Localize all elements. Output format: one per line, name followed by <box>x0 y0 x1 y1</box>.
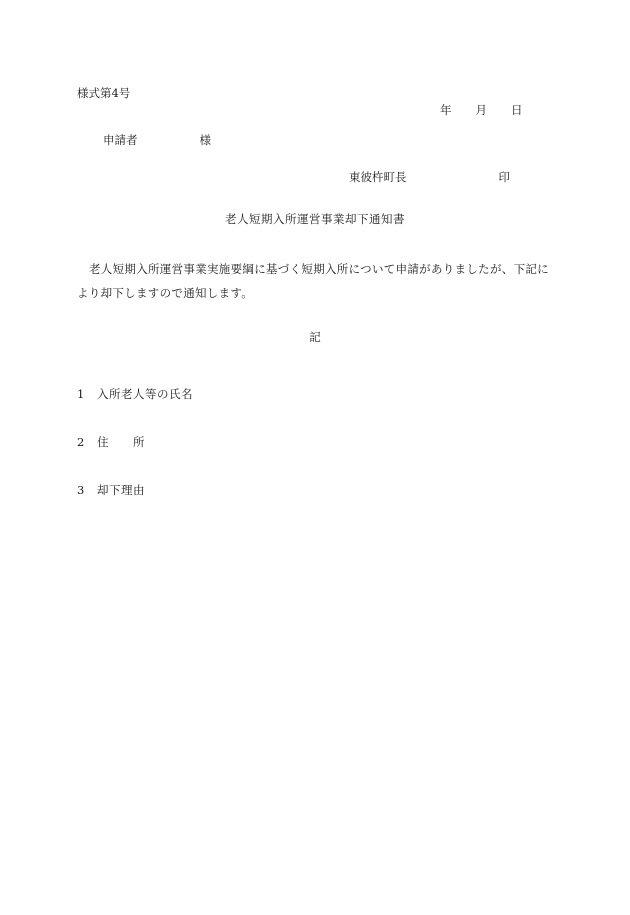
list-item <box>77 387 193 401</box>
applicant-label: 申請者 <box>103 133 138 147</box>
form-number: 様式第4号 <box>77 86 131 100</box>
item-number: 2 <box>77 435 85 449</box>
date-day-label: 日 <box>511 103 523 117</box>
item-label: 入所老人等の氏名 <box>97 387 193 401</box>
list-item <box>77 483 145 497</box>
applicant-line <box>103 133 211 147</box>
seal-mark: 印 <box>498 170 510 184</box>
item-label: 住 所 <box>97 435 145 449</box>
ki-heading: 記 <box>309 330 321 344</box>
date-year-label: 年 <box>440 103 452 117</box>
date-month-label: 月 <box>475 103 487 117</box>
body-text: 老人短期入所運営事業実施要綱に基づく短期入所について申請がありましたが、下記により却下しますので通知します。 <box>77 262 549 300</box>
issuer-line <box>349 170 510 184</box>
document-title: 老人短期入所運営事業却下通知書 <box>225 212 405 226</box>
item-label: 却下理由 <box>97 483 145 497</box>
list-item <box>77 435 145 449</box>
issuer-name: 東彼杵町長 <box>349 170 407 184</box>
item-number: 1 <box>77 387 85 401</box>
date-line <box>440 103 523 117</box>
applicant-honorific: 様 <box>199 133 211 147</box>
item-number: 3 <box>77 483 85 497</box>
